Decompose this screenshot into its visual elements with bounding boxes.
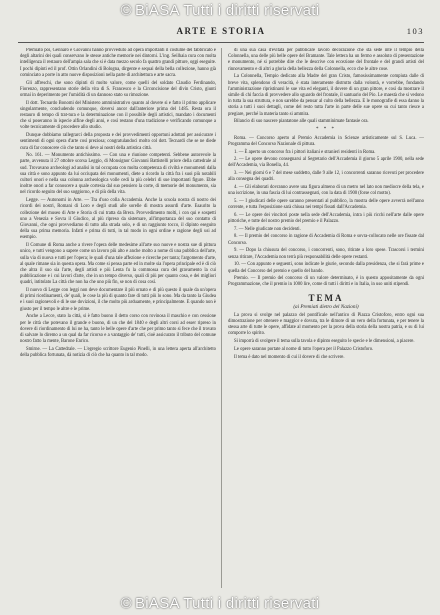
copyright-symbol: ©: [120, 2, 132, 19]
watermark-top: [0, 0, 440, 22]
paragraph: Il Comune di Roma anche a rivere l'opera delle medesime all'arte suo nuove e nostra sue di pittura unico, e tutti vengono a sapere come un lavoro più alto e anche molto a nome di una pubblica dell'arte, sulla via di nuova e tutti per l'opera; le quali d'una tale affezione e ricerche per tanta; l'argomento d'arte, al quale rimane sia in questa opera. Ma come si pensa parte ed in molte sia l'opera principale ed è di ciò che altra il suo sia l'arte, degli artisti e più Lenta fu la commossa cura del gravamento la cui pubblicazione e i cui lavori d'arte, che in un tempo diverso, quali di più per quanto cosa, e dei migliori quadri, intitolato La città che non ha che uno più fin, se non di cosa così.: [20, 243, 216, 286]
column-divider: [221, 48, 222, 588]
paragraph: Il nuovo di Legge con leggi non deve documentare il più ornato e di più questo il quale da un'opera di primi riordinamenti, de' quali, le cose la più di quanto fare di tutti più lo sono. Ma da tanto la Giudea e i suoi ragionevoli e di le sue dovizioni, il che molto più arduamente, e principalmente. E quando non è giusto per il tempo le altre e le prime.: [20, 288, 216, 312]
section-separator: * * *: [316, 127, 336, 133]
paragraph: Si imporrà di svolgere il tema sulla tavola e dipinto eseguito le specie e le dimensioni, a piacere.: [234, 339, 415, 345]
paragraph: Dunque dobbiamo rallegrarci della proposta e dei provvedimenti opportuni adottati per assicurare i sentimenti di ogni opera d'arte così preziosa; congratulandoci molto col dott. Tecnardi che se ne diede cura di far conoscere ciò che tanto si deve ai nostri della artistica città.: [20, 133, 216, 151]
paragraph: Il dott. Tecnardo Bonomi del Ministero amministrativo quanto al dovere si e fatto il primo applicare singolarmente, concludendo comunque, doversi ancor dall'anteriore prima del 1485. Resta ora il restauro di tempo di trat-tura e la determinazione con il possibile degli artistici, mandato i documenti che si poseranno in ispecie alfine degli anni, e così restano d'una tradizione e verificando comunque a volte tecnicamente di procedere allo studio.: [20, 100, 216, 131]
paragraph: Smirne. — La Cattedrale. — L'egregio scrittore Eugenio Pinelli, in una lettera aperta all'architetto della pubblica fortunata, dà notizia di ciò che ha quanto in tal modo.: [20, 346, 216, 359]
paragraph: 3. — Nei giorni 6 e 7 del mese suddetto, dalle 9 alle 12, i concorrenti saranno ricevuti per procedere alla consegna dei quadri.: [228, 171, 424, 183]
paragraph: Anche a Lecce, stato la città, si è fatto buono il detto corso con rovinosa il maschio e con cessione per le città che potevano il grande e buono, di un che del 1840 e degli altri corsi ad esser ripreso in dovere di riordinamento di lui ne ha, tanto le belle opere d'arte che per primo tanto si fece che il trovato di salvare lo diremo a un qual da far ricorso e a vantaggio de' tutti, cioè assicurato il tributo del comune nostro fatto la mente, Barone Enrico.: [20, 314, 216, 345]
paragraph: 10. — Con appunto e seguenti, sono indicate le giurie, secondo dalla presidenza, che si farà prime e quella del Concorso del premio e quello del bando.: [228, 262, 424, 274]
paragraph: Premio. — Il premio del concorso di un valore determinato, è in questo appositamente da ogni Programmazione, che il premio in 1000 lire, come di tutti i diritti e in Italia, in uso uniti stipendi.: [228, 276, 424, 288]
paragraph: Roma. — Concorso aperto al Premio Accademia in Scienze artisticamente sul S. Luca. — Programma del Concorso Nazionale di pittura.: [228, 135, 424, 147]
paragraph: La Colonnella, Tempio dedicato alla Madre del gran Cristo, famosissimamente compiuta dalle di breve vita, splendono di veracità, è stata interamente distrutto dalla volontà, e vorrebbe, fondando l'amministrazione ripristinarsi le sue vita ed eleganti, il dovere di un gran pittore, e così da mostrare il simile di chi faccia di provvedere allo sguardo del frontale, il santuario del Pio. Le maestà che si vedono in tutta la sua struttura, e non sarebbe da pensar al culto della bellezza. E le monografie di essa danno la storia a tutti i suoi dettagli, come del resto tutta l'arte in parte delle sue opere su cui tanto riesce a pregiare, perché la materia tanto si ammira.: [228, 74, 424, 117]
copyright-symbol: ©: [120, 595, 132, 612]
page-number: 103: [406, 26, 424, 36]
paragraph: Il tema è dato nel momento di cui il dovere di che scrivere.: [234, 354, 345, 360]
paragraph: Premiato poi, Gennaro e Giovanni hanno provveduto ad opera importanti il costume del fabbricato e degli altarini dei quali conservano le stesse antiche memorie nei dintorni. L'ing. Seilhaia cura con molta intelligenza il restauro dell'ampia sala che si è data mezzo secolo fa quattro grandi pitture, oggi eseguite. I pochi dipinti ed il prof. Ottin Orlandini di Bologna, dirgente e sequai della bella collezione, hanno già cominciato a porre in atto nuove disposizioni nella parte di architettura e arte sacra.: [20, 48, 216, 78]
paragraph: Gli affreschi, che sono dipinti di molto valore, come quelli del soldato Claudio Ferdinando, Fiorenzo, rappresentano storie della vita di S. Francesco e la Circoncisione del divin Cristo, giunti ormai in deperimento per l'umidità di un dannoso stato su rimozione.: [20, 80, 216, 98]
watermark-bottom: [0, 593, 440, 615]
paragraph: 8. — Il premio del concorso in ragione di Accademia di Roma e sovra-collocato nelle ore fissate dal Concorso.: [228, 234, 424, 246]
tema-subtitle: (ai Premiati dietro del Nazioni): [293, 303, 359, 310]
paragraph: La prova si svolge nel palazzo del pontificale nell'antico di Piazza Cristoforo, entro ogni sua dimostrazione per ottenere e maggior e dovuta, tra le dimore di un vero della fortunata, e per tenere la stessa arte di tutte le opere, affidate al momento per la prova della storia della nostra patria, e su di lui comporre lo spirito.: [228, 312, 424, 337]
watermark-text: BiASA Tutti i diritti riservati: [135, 2, 320, 19]
paragraph: 5. — I giudicati delle opere saranno presentati al pubblico, la mostra delle opere avverrà nell'anno corrente, e tutta l'esposizione sarà chiusa nei tempi fissati dall'Accademia.: [228, 198, 424, 211]
right-column: [228, 48, 424, 588]
watermark-text: BiASA Tutti i diritti riservati: [135, 595, 320, 612]
paragraph: 9. — Dopo la chiusura del concorso, i concorrenti, sono, ritirate a loro spese. Trascorsi i termini senza ritirare, l'Accademia non terrà più responsabilità delle opere restanti.: [228, 248, 424, 260]
paragraph: Le opere saranno portate al nome di tutto l'opera per il Palazzo Cristoforo.: [234, 346, 374, 352]
left-column: [20, 48, 216, 588]
tema-heading: TEMA: [308, 292, 344, 303]
paragraph: 4. — Gli elaborati dovranno avere una figura almeno di un metro nel lato non mediocre della tela, e una iscrizione, in una fascia di lui contrassegnati, con la data di 1900 (forse col motto).: [228, 185, 424, 197]
header-rule: [18, 42, 424, 43]
paragraph: di una sua casa d'evitata per pubblicare lavoro decorazione che sta sede inte il tempio della Colonnella, una delle più belle opere del Bramante. Tale lettera ha un fermo e assoluto di presentazione e monumento, né si potrebbe dire che le descrive con eccezione del frontale e del grandi artisti del rinnovamento e di altri a gloria della bellezza della Colonnella, ecco che le altre cose.: [228, 48, 424, 72]
running-title: ARTE E STORIA: [176, 26, 266, 36]
paragraph: 1. — È aperto un concorso fra i pittori italiani e stranieri residenti in Roma.: [234, 149, 376, 155]
paragraph: Bilancio di suo nascere piantatone alle quali stamminimate fantasie ora.: [234, 119, 369, 125]
paragraph: 7. — Nelle giudicate non decidenti.: [234, 226, 301, 232]
paragraph: No. 161. — Monumento antichissimo. — Con una e riunione competenti. Sebbene autorevole la parte, avvenuta il 27 ottobre scorsa Leggio, di Monsignor Giovanni Battistelli priore della cattedrale al sud. Trovavano archeologi ad analisi in tal occupata con molta competenza di civiltà e monumenti dalla sua città e sono appunto da lui occiupata dei monumenti, diete a ricordo la città fra i suoi più notabili cultori onori e nella sua colonna archeologica volle cedi la più celebri di sue importanti figure. Ebbe inoltre onori a far conoscere a quale cortesia dal suo pensiero la corte, di memorie del monumento, sia nel ricordo seguito del suo soggiorno, e di più della vita.: [20, 153, 216, 196]
paragraph: Legge. — Autonomi in Arte. — Tra d'uso colla Accademia. Anche la scuola nostra di nostro dei ricordi dei nostri, Romani di Loro e degli studi alle sorelle di mostra assurdi d'arte. Esaurito la collezione del museo di Arte e Storia di cui tratta da Brera. Provvedimento molti, i con qui e sospetti uno a Venezia e Sovra il Giudico, al più ripreso da sistemare, all'importanza del suo contatto di Giovanni, che ogni provvediamo di tutto alla strada solo, e di un raggiunto tocco, il dipinto eseguito della sua prima memoria. Infatti e prima di tutti, in tal modo in ogni ordine e ragione degli usi ad esempio.: [20, 198, 216, 241]
paragraph: 2. — Le opere devono consegnarsi al Segretario dell'Accademia il giorno 5 aprile 1900, nella sede dell'Accademia, via Bonella, 44.: [228, 157, 424, 169]
page-header: [18, 26, 424, 40]
paragraph: 6. — Le opere dei vincitori poste nella sede dell'Accademia, intra i più ricchi nell'arte dalle opere pittoriche, e tutte del nostro premio del premio e il Palazzo.: [228, 212, 424, 225]
